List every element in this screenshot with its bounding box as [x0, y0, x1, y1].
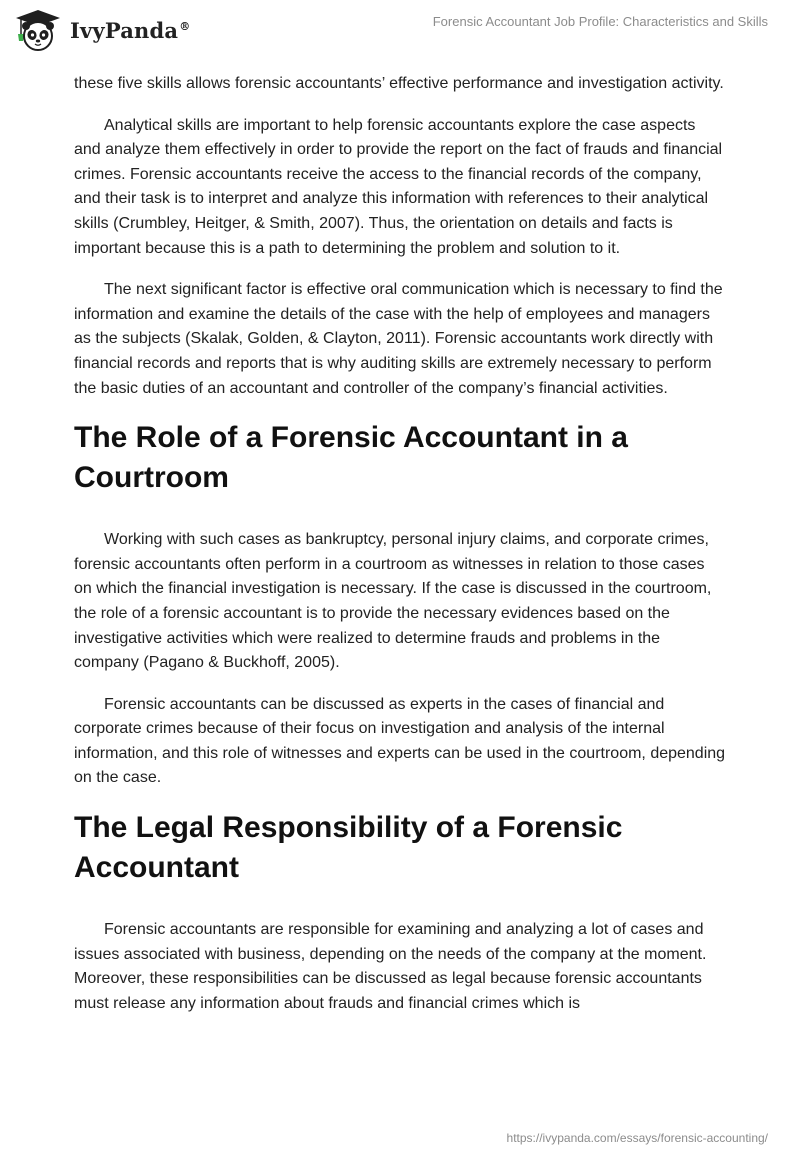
site-logo[interactable]: [14, 8, 224, 52]
panda-graduate-icon: [14, 8, 62, 52]
paragraph-oral-communication: The next significant factor is effective oral communication which is necessary to find the information and examine the details of the case with the help of employees and managers as the subjects (Skalak, Golden, & Clayton, 2011). Forensic accountants work directly with financial records and reports that is why auditing skills are extremely necessary to perform the basic duties of an accountant and controller of the company’s financial activities.: [74, 281, 723, 397]
heading-legal-responsibility: The Legal Responsibility of a Forensic Accountant: [74, 811, 623, 885]
registered-mark: ®: [179, 19, 191, 33]
brand-name: IvyPanda®: [70, 17, 191, 43]
heading-role-in-courtroom: The Role of a Forensic Accountant in a Courtroom: [74, 421, 628, 495]
paragraph-legal-responsibility: Forensic accountants are responsible for examining and analyzing a lot of cases and issues associated with business, depending on the needs of the company at the moment. Moreover, these responsibilities can be discussed as legal because forensic accountants must release any information about frauds and financial crimes which is: [74, 921, 707, 1012]
document-title: Forensic Accountant Job Profile: Characteristics and Skills: [432, 14, 768, 29]
footer-source-url[interactable]: https://ivypanda.com/essays/forensic-accounting/: [506, 1131, 768, 1145]
paragraph-analytical-skills: Analytical skills are important to help forensic accountants explore the case aspects and analyze them effectively in order to provide the report on the fact of frauds and financial crimes. Forensic accountants receive the access to the financial records of the company, and their task is to interpret and analyze this information with references to their analytical skills (Crumbley, Heitger, & Smith, 2007). Thus, the orientation on details and facts is important because this is a path to determining the problem and solution to it.: [74, 116, 723, 257]
paragraph-continuation: these five skills allows forensic accountants’ effective performance and investigation activity.: [74, 75, 724, 92]
essay-body: [74, 72, 726, 1033]
paragraph-courtroom-experts: Forensic accountants can be discussed as experts in the cases of financial and corporate crimes because of their focus on investigation and analysis of the internal information, and this role of witnesses and experts can be used in the courtroom, depending on the case.: [74, 695, 726, 787]
paragraph-courtroom-witness: Working with such cases as bankruptcy, personal injury claims, and corporate crimes, forensic accountants often perform in a courtroom as witnesses in relation to those cases on which the financial investigation is necessary. If the case is discussed in the courtroom, the role of a forensic accountant is to provide the necessary evidences based on the investigative activities which were realized to determine frauds and problems in the company (Pagano & Buckhoff, 2005).: [74, 531, 712, 672]
page-header: [0, 0, 800, 70]
